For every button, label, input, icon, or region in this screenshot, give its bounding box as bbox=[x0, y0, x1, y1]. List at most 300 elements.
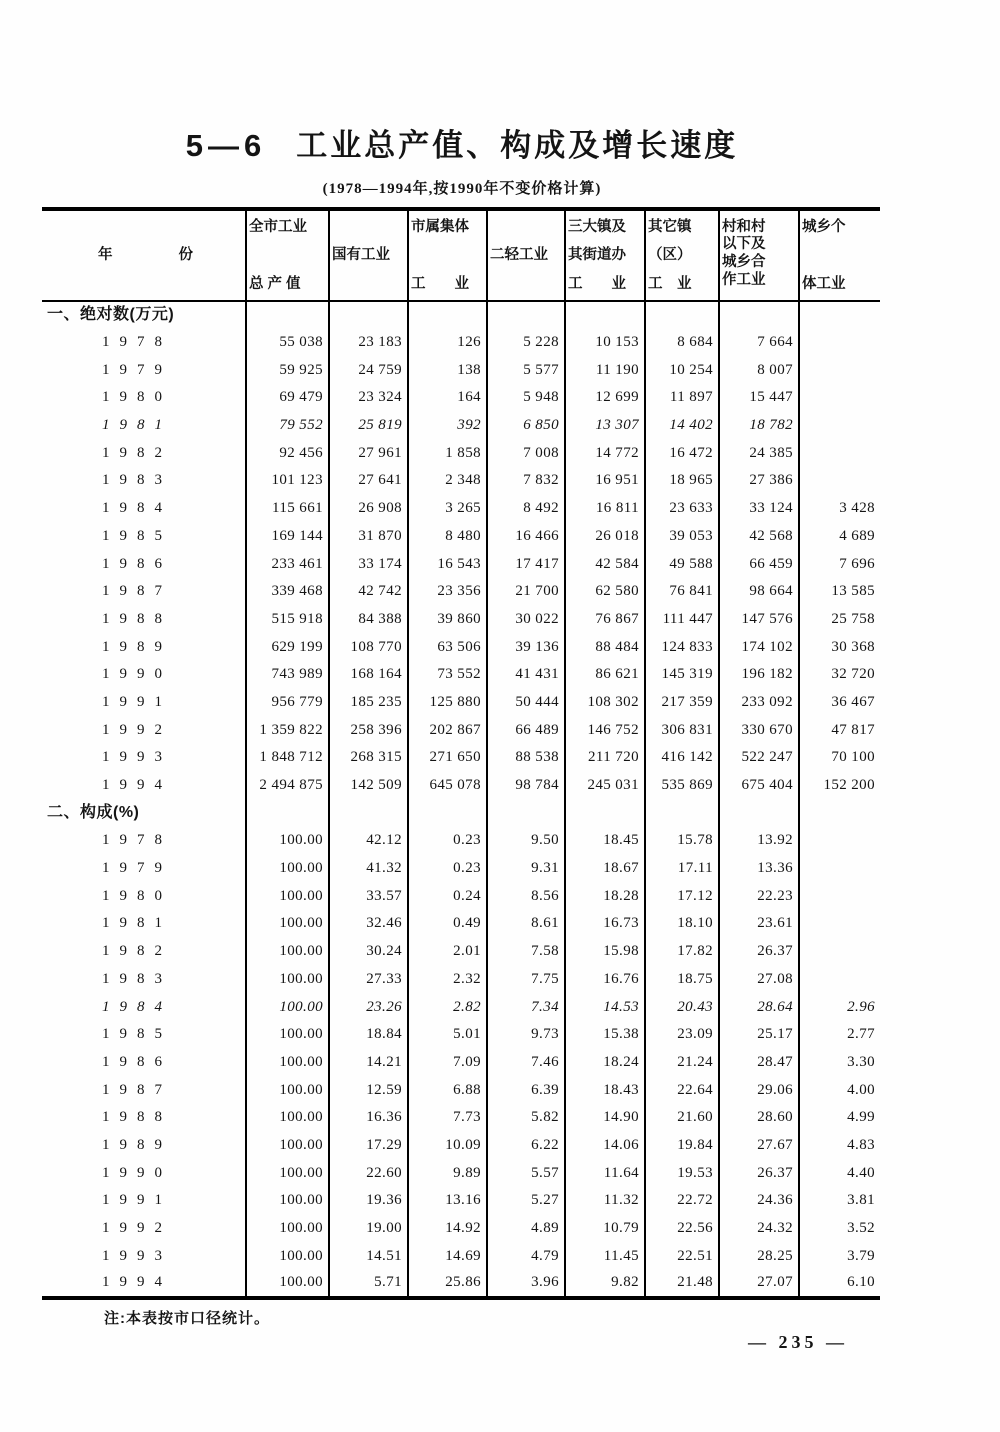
value-cell: 41 431 bbox=[487, 661, 565, 689]
value-cell: 17.82 bbox=[645, 938, 719, 966]
value-cell: 21.60 bbox=[645, 1104, 719, 1132]
col-header-5 bbox=[565, 209, 645, 301]
value-cell: 14.51 bbox=[329, 1242, 408, 1270]
value-cell: 21.24 bbox=[645, 1049, 719, 1077]
value-cell: 330 670 bbox=[719, 716, 799, 744]
value-cell: 42 584 bbox=[565, 550, 645, 578]
value-cell: 23.26 bbox=[329, 993, 408, 1021]
value-cell: 33 124 bbox=[719, 495, 799, 523]
value-cell: 169 144 bbox=[246, 523, 329, 551]
value-cell: 66 459 bbox=[719, 550, 799, 578]
value-cell: 100.00 bbox=[246, 1242, 329, 1270]
value-cell: 0.49 bbox=[408, 910, 487, 938]
stat-table bbox=[42, 207, 880, 1300]
header-line: 国有工业 bbox=[332, 247, 390, 264]
value-cell: 8 480 bbox=[408, 523, 487, 551]
header-line: 村和村 bbox=[722, 218, 766, 235]
value-cell: 196 182 bbox=[719, 661, 799, 689]
value-cell: 86 621 bbox=[565, 661, 645, 689]
year-cell: 1987 bbox=[102, 1081, 172, 1098]
year-cell: 1985 bbox=[102, 1026, 172, 1043]
year-cell: 1980 bbox=[102, 887, 172, 904]
value-cell: 11.45 bbox=[565, 1242, 645, 1270]
year-cell: 1983 bbox=[102, 472, 172, 489]
value-cell: 629 199 bbox=[246, 633, 329, 661]
value-cell: 7 664 bbox=[719, 329, 799, 357]
value-cell: 3 265 bbox=[408, 495, 487, 523]
value-cell: 14.21 bbox=[329, 1049, 408, 1077]
value-cell: 142 509 bbox=[329, 772, 408, 800]
value-cell: 24 385 bbox=[719, 439, 799, 467]
value-cell: 20.43 bbox=[645, 993, 719, 1021]
header-line: 以下及 bbox=[722, 236, 766, 253]
value-cell: 271 650 bbox=[408, 744, 487, 772]
year-cell: 1979 bbox=[102, 361, 172, 378]
table-number: 5—6 bbox=[185, 128, 267, 163]
value-cell: 18.75 bbox=[645, 966, 719, 994]
value-cell: 70 100 bbox=[799, 744, 880, 772]
value-cell: 84 388 bbox=[329, 606, 408, 634]
value-cell: 92 456 bbox=[246, 439, 329, 467]
page-title bbox=[0, 120, 924, 165]
value-cell: 145 319 bbox=[645, 661, 719, 689]
value-cell: 24.32 bbox=[719, 1215, 799, 1243]
table-row bbox=[42, 993, 880, 1021]
value-cell: 18.84 bbox=[329, 1021, 408, 1049]
value-cell: 19.36 bbox=[329, 1187, 408, 1215]
value-cell: 3.52 bbox=[799, 1215, 880, 1243]
page-number: — 235 — bbox=[748, 1332, 848, 1352]
value-cell: 55 038 bbox=[246, 329, 329, 357]
value-cell: 16 466 bbox=[487, 523, 565, 551]
year-cell: 1984 bbox=[102, 998, 172, 1015]
value-cell: 18.67 bbox=[565, 855, 645, 883]
year-header-char: 年 bbox=[98, 247, 113, 264]
value-cell: 76 841 bbox=[645, 578, 719, 606]
value-cell: 100.00 bbox=[246, 910, 329, 938]
value-cell: 2.01 bbox=[408, 938, 487, 966]
value-cell: 27 386 bbox=[719, 467, 799, 495]
empty-cell bbox=[565, 799, 645, 827]
value-cell: 100.00 bbox=[246, 1104, 329, 1132]
value-cell: 956 779 bbox=[246, 689, 329, 717]
table-row bbox=[42, 716, 880, 744]
value-cell: 1 359 822 bbox=[246, 716, 329, 744]
value-cell: 233 461 bbox=[246, 550, 329, 578]
value-cell: 30 022 bbox=[487, 606, 565, 634]
header-line: 市属集体 bbox=[411, 218, 469, 235]
header-line: 城乡合 bbox=[722, 253, 766, 270]
value-cell: 1 858 bbox=[408, 439, 487, 467]
header-line: （区） bbox=[648, 247, 692, 264]
value-cell: 33 174 bbox=[329, 550, 408, 578]
value-cell: 49 588 bbox=[645, 550, 719, 578]
table-row bbox=[42, 523, 880, 551]
value-cell: 31 870 bbox=[329, 523, 408, 551]
value-cell: 14 772 bbox=[565, 439, 645, 467]
value-cell: 59 925 bbox=[246, 356, 329, 384]
table-row bbox=[42, 578, 880, 606]
table-row bbox=[42, 910, 880, 938]
empty-cell bbox=[408, 301, 487, 329]
value-cell: 7.46 bbox=[487, 1049, 565, 1077]
value-cell: 7.58 bbox=[487, 938, 565, 966]
value-cell: 13 585 bbox=[799, 578, 880, 606]
value-cell: 18.10 bbox=[645, 910, 719, 938]
value-cell: 11 190 bbox=[565, 356, 645, 384]
value-cell: 9.50 bbox=[487, 827, 565, 855]
table-row bbox=[42, 1242, 880, 1270]
value-cell: 743 989 bbox=[246, 661, 329, 689]
value-cell: 3.81 bbox=[799, 1187, 880, 1215]
value-cell bbox=[799, 412, 880, 440]
table-header bbox=[42, 209, 880, 301]
value-cell: 39 136 bbox=[487, 633, 565, 661]
year-cell: 1978 bbox=[102, 334, 172, 351]
value-cell: 100.00 bbox=[246, 993, 329, 1021]
header-line: 三大镇及 bbox=[568, 218, 626, 235]
value-cell: 7.09 bbox=[408, 1049, 487, 1077]
value-cell: 9.31 bbox=[487, 855, 565, 883]
value-cell: 18.45 bbox=[565, 827, 645, 855]
value-cell: 2 494 875 bbox=[246, 772, 329, 800]
value-cell: 18.24 bbox=[565, 1049, 645, 1077]
header-line: 城乡个 bbox=[802, 218, 846, 235]
value-cell: 2 348 bbox=[408, 467, 487, 495]
empty-cell bbox=[645, 799, 719, 827]
value-cell: 29.06 bbox=[719, 1076, 799, 1104]
value-cell: 146 752 bbox=[565, 716, 645, 744]
value-cell: 76 867 bbox=[565, 606, 645, 634]
header-line: 其它镇 bbox=[648, 218, 692, 235]
value-cell: 13.36 bbox=[719, 855, 799, 883]
value-cell: 11 897 bbox=[645, 384, 719, 412]
value-cell: 42 742 bbox=[329, 578, 408, 606]
value-cell: 15 447 bbox=[719, 384, 799, 412]
value-cell bbox=[799, 910, 880, 938]
value-cell: 111 447 bbox=[645, 606, 719, 634]
value-cell: 23.61 bbox=[719, 910, 799, 938]
empty-cell bbox=[246, 301, 329, 329]
value-cell: 2.96 bbox=[799, 993, 880, 1021]
value-cell: 27 641 bbox=[329, 467, 408, 495]
header-line: 工 业 bbox=[568, 275, 626, 292]
year-cell: 1981 bbox=[102, 915, 172, 932]
value-cell: 5.71 bbox=[329, 1270, 408, 1298]
value-cell: 17 417 bbox=[487, 550, 565, 578]
table-row bbox=[42, 689, 880, 717]
year-cell: 1983 bbox=[102, 970, 172, 987]
value-cell: 23 183 bbox=[329, 329, 408, 357]
value-cell: 100.00 bbox=[246, 1021, 329, 1049]
value-cell: 42.12 bbox=[329, 827, 408, 855]
value-cell: 4.40 bbox=[799, 1159, 880, 1187]
value-cell: 174 102 bbox=[719, 633, 799, 661]
value-cell: 1 848 712 bbox=[246, 744, 329, 772]
value-cell: 12.59 bbox=[329, 1076, 408, 1104]
year-cell: 1984 bbox=[102, 500, 172, 517]
value-cell: 515 918 bbox=[246, 606, 329, 634]
empty-cell bbox=[565, 301, 645, 329]
value-cell: 7 008 bbox=[487, 439, 565, 467]
value-cell: 108 770 bbox=[329, 633, 408, 661]
value-cell bbox=[799, 439, 880, 467]
year-cell: 1989 bbox=[102, 638, 172, 655]
table-title-text: 工业总产值、构成及增长速度 bbox=[296, 128, 739, 163]
year-cell: 1990 bbox=[102, 1164, 172, 1181]
table-row bbox=[42, 882, 880, 910]
empty-cell bbox=[329, 301, 408, 329]
value-cell: 8.61 bbox=[487, 910, 565, 938]
value-cell: 675 404 bbox=[719, 772, 799, 800]
value-cell bbox=[799, 827, 880, 855]
value-cell: 8 007 bbox=[719, 356, 799, 384]
value-cell: 5.57 bbox=[487, 1159, 565, 1187]
section-heading: 一、绝对数(万元) bbox=[47, 306, 175, 324]
value-cell: 21.48 bbox=[645, 1270, 719, 1298]
value-cell: 14.92 bbox=[408, 1215, 487, 1243]
value-cell: 41.32 bbox=[329, 855, 408, 883]
value-cell: 5.82 bbox=[487, 1104, 565, 1132]
value-cell: 2.32 bbox=[408, 966, 487, 994]
value-cell: 0.24 bbox=[408, 882, 487, 910]
value-cell: 32 720 bbox=[799, 661, 880, 689]
value-cell: 211 720 bbox=[565, 744, 645, 772]
year-cell: 1982 bbox=[102, 943, 172, 960]
empty-cell bbox=[487, 301, 565, 329]
year-cell: 1979 bbox=[102, 860, 172, 877]
value-cell: 22.51 bbox=[645, 1242, 719, 1270]
year-cell: 1991 bbox=[102, 1192, 172, 1209]
value-cell: 23 356 bbox=[408, 578, 487, 606]
value-cell: 14.90 bbox=[565, 1104, 645, 1132]
value-cell: 6.39 bbox=[487, 1076, 565, 1104]
value-cell: 15.78 bbox=[645, 827, 719, 855]
table-row bbox=[42, 384, 880, 412]
value-cell: 27.33 bbox=[329, 966, 408, 994]
value-cell: 16 811 bbox=[565, 495, 645, 523]
table-row bbox=[42, 1132, 880, 1160]
value-cell: 5 948 bbox=[487, 384, 565, 412]
year-cell: 1990 bbox=[102, 666, 172, 683]
value-cell: 15.98 bbox=[565, 938, 645, 966]
header-line: 其街道办 bbox=[568, 247, 626, 264]
value-cell: 5.01 bbox=[408, 1021, 487, 1049]
value-cell: 4.79 bbox=[487, 1242, 565, 1270]
value-cell: 26.37 bbox=[719, 938, 799, 966]
value-cell: 100.00 bbox=[246, 1049, 329, 1077]
table-row bbox=[42, 827, 880, 855]
value-cell: 2.77 bbox=[799, 1021, 880, 1049]
value-cell: 18.43 bbox=[565, 1076, 645, 1104]
year-cell: 1994 bbox=[102, 1274, 172, 1291]
value-cell: 98 664 bbox=[719, 578, 799, 606]
year-header-char: 份 bbox=[178, 247, 193, 264]
value-cell: 22.72 bbox=[645, 1187, 719, 1215]
empty-cell bbox=[246, 799, 329, 827]
value-cell: 63 506 bbox=[408, 633, 487, 661]
value-cell: 16 543 bbox=[408, 550, 487, 578]
value-cell: 8 684 bbox=[645, 329, 719, 357]
value-cell: 126 bbox=[408, 329, 487, 357]
value-cell: 392 bbox=[408, 412, 487, 440]
table-row bbox=[42, 495, 880, 523]
table-row bbox=[42, 412, 880, 440]
value-cell: 22.60 bbox=[329, 1159, 408, 1187]
value-cell: 5 228 bbox=[487, 329, 565, 357]
value-cell: 79 552 bbox=[246, 412, 329, 440]
value-cell: 268 315 bbox=[329, 744, 408, 772]
value-cell: 8.56 bbox=[487, 882, 565, 910]
value-cell: 25 758 bbox=[799, 606, 880, 634]
value-cell: 124 833 bbox=[645, 633, 719, 661]
value-cell: 73 552 bbox=[408, 661, 487, 689]
value-cell bbox=[799, 855, 880, 883]
value-cell: 100.00 bbox=[246, 855, 329, 883]
table-row bbox=[42, 1270, 880, 1298]
section-row-1 bbox=[42, 799, 880, 827]
value-cell: 22.23 bbox=[719, 882, 799, 910]
value-cell: 16 951 bbox=[565, 467, 645, 495]
value-cell: 164 bbox=[408, 384, 487, 412]
table-row bbox=[42, 1076, 880, 1104]
value-cell: 3.79 bbox=[799, 1242, 880, 1270]
header-line: 总 产 值 bbox=[249, 275, 301, 292]
value-cell: 7 696 bbox=[799, 550, 880, 578]
value-cell: 258 396 bbox=[329, 716, 408, 744]
value-cell: 27.67 bbox=[719, 1132, 799, 1160]
value-cell: 27 961 bbox=[329, 439, 408, 467]
value-cell: 4.00 bbox=[799, 1076, 880, 1104]
value-cell: 19.00 bbox=[329, 1215, 408, 1243]
year-cell: 1988 bbox=[102, 1109, 172, 1126]
value-cell: 66 489 bbox=[487, 716, 565, 744]
value-cell: 27.08 bbox=[719, 966, 799, 994]
value-cell: 100.00 bbox=[246, 938, 329, 966]
year-cell: 1992 bbox=[102, 1220, 172, 1237]
table-row bbox=[42, 966, 880, 994]
year-cell: 1986 bbox=[102, 1053, 172, 1070]
value-cell: 10.09 bbox=[408, 1132, 487, 1160]
value-cell: 18 965 bbox=[645, 467, 719, 495]
value-cell: 50 444 bbox=[487, 689, 565, 717]
value-cell: 39 053 bbox=[645, 523, 719, 551]
table-row bbox=[42, 938, 880, 966]
value-cell: 100.00 bbox=[246, 827, 329, 855]
value-cell: 100.00 bbox=[246, 1215, 329, 1243]
value-cell: 23 633 bbox=[645, 495, 719, 523]
value-cell: 24.36 bbox=[719, 1187, 799, 1215]
value-cell: 13.92 bbox=[719, 827, 799, 855]
value-cell: 233 092 bbox=[719, 689, 799, 717]
col-header-8 bbox=[799, 209, 880, 301]
value-cell: 7.75 bbox=[487, 966, 565, 994]
value-cell: 4.83 bbox=[799, 1132, 880, 1160]
year-cell: 1993 bbox=[102, 749, 172, 766]
value-cell: 26 908 bbox=[329, 495, 408, 523]
table-row bbox=[42, 550, 880, 578]
header-row bbox=[42, 209, 880, 301]
value-cell: 19.53 bbox=[645, 1159, 719, 1187]
page-subtitle: (1978—1994年,按1990年不变价格计算) bbox=[322, 181, 602, 197]
value-cell: 24 759 bbox=[329, 356, 408, 384]
value-cell bbox=[799, 329, 880, 357]
value-cell: 16 472 bbox=[645, 439, 719, 467]
year-cell: 1978 bbox=[102, 832, 172, 849]
value-cell: 12 699 bbox=[565, 384, 645, 412]
value-cell: 108 302 bbox=[565, 689, 645, 717]
value-cell: 5.27 bbox=[487, 1187, 565, 1215]
value-cell: 14.06 bbox=[565, 1132, 645, 1160]
table-row bbox=[42, 772, 880, 800]
value-cell: 19.84 bbox=[645, 1132, 719, 1160]
value-cell: 28.47 bbox=[719, 1049, 799, 1077]
year-cell: 1982 bbox=[102, 444, 172, 461]
table-row bbox=[42, 1215, 880, 1243]
col-header-7 bbox=[719, 209, 799, 301]
header-line: 二轻工业 bbox=[490, 247, 548, 264]
value-cell: 115 661 bbox=[246, 495, 329, 523]
value-cell: 22.64 bbox=[645, 1076, 719, 1104]
table-row bbox=[42, 744, 880, 772]
value-cell: 30.24 bbox=[329, 938, 408, 966]
value-cell: 2.82 bbox=[408, 993, 487, 1021]
section-heading: 二、构成(%) bbox=[47, 804, 140, 822]
table-row bbox=[42, 356, 880, 384]
value-cell: 100.00 bbox=[246, 882, 329, 910]
value-cell: 645 078 bbox=[408, 772, 487, 800]
header-line: 作工业 bbox=[722, 271, 766, 288]
value-cell: 4 689 bbox=[799, 523, 880, 551]
value-cell: 9.82 bbox=[565, 1270, 645, 1298]
value-cell: 26.37 bbox=[719, 1159, 799, 1187]
value-cell: 535 869 bbox=[645, 772, 719, 800]
value-cell: 306 831 bbox=[645, 716, 719, 744]
value-cell bbox=[799, 384, 880, 412]
value-cell: 185 235 bbox=[329, 689, 408, 717]
value-cell: 18.28 bbox=[565, 882, 645, 910]
value-cell: 17.29 bbox=[329, 1132, 408, 1160]
value-cell: 125 880 bbox=[408, 689, 487, 717]
empty-cell bbox=[487, 799, 565, 827]
empty-cell bbox=[408, 799, 487, 827]
value-cell: 18 782 bbox=[719, 412, 799, 440]
value-cell: 17.12 bbox=[645, 882, 719, 910]
value-cell: 23.09 bbox=[645, 1021, 719, 1049]
value-cell: 32.46 bbox=[329, 910, 408, 938]
table-row bbox=[42, 606, 880, 634]
empty-cell bbox=[719, 799, 799, 827]
value-cell: 33.57 bbox=[329, 882, 408, 910]
empty-cell bbox=[645, 301, 719, 329]
value-cell: 416 142 bbox=[645, 744, 719, 772]
value-cell: 11.32 bbox=[565, 1187, 645, 1215]
value-cell: 6.88 bbox=[408, 1076, 487, 1104]
year-cell: 1991 bbox=[102, 693, 172, 710]
value-cell: 101 123 bbox=[246, 467, 329, 495]
value-cell: 42 568 bbox=[719, 523, 799, 551]
table-row bbox=[42, 1187, 880, 1215]
header-line: 全市工业 bbox=[249, 218, 307, 235]
value-cell: 6.22 bbox=[487, 1132, 565, 1160]
table-row bbox=[42, 1104, 880, 1132]
value-cell: 7 832 bbox=[487, 467, 565, 495]
value-cell: 98 784 bbox=[487, 772, 565, 800]
table-row bbox=[42, 855, 880, 883]
year-cell: 1989 bbox=[102, 1136, 172, 1153]
value-cell: 36 467 bbox=[799, 689, 880, 717]
value-cell: 10 254 bbox=[645, 356, 719, 384]
